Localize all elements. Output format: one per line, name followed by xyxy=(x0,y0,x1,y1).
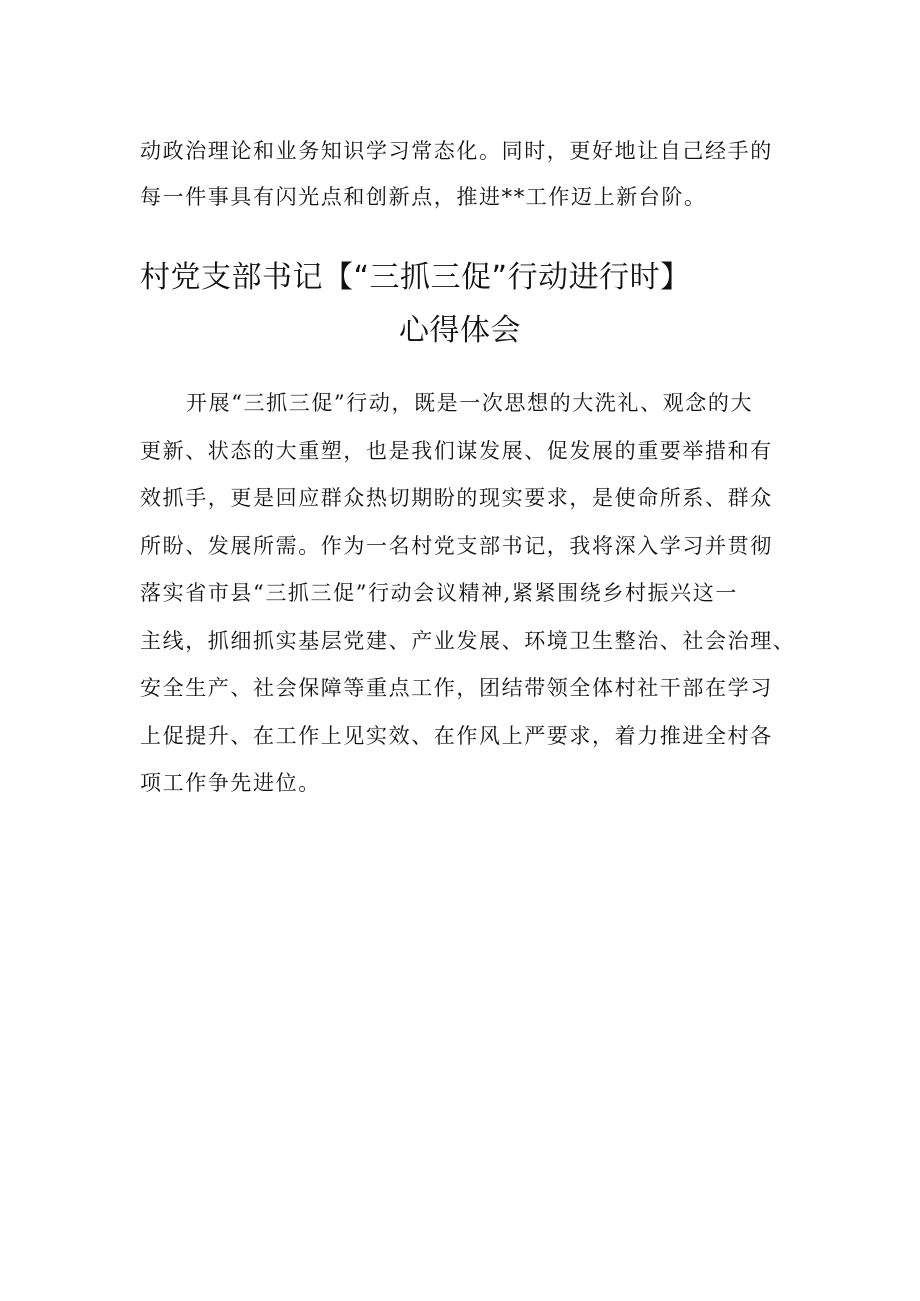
body-line-7: 安全生产、社会保障等重点工作，团结带领全体村社干部在学习 xyxy=(140,676,773,700)
body-line-2: 更新、状态的大重塑，也是我们谋发展、促发展的重要举措和有 xyxy=(140,439,773,463)
document-title-line-2: 心得体会 xyxy=(399,313,521,348)
body-line-3: 效抓手，更是回应群众热切期盼的现实要求，是使命所系、群众 xyxy=(140,486,773,510)
continuation-line-1: 动政治理论和业务知识学习常态化。同时，更好地让自己经手的 xyxy=(140,139,773,163)
continuation-line-2: 每一件事具有闪光点和创新点，推进**工作迈上新台阶。 xyxy=(140,185,707,209)
body-line-9: 项工作争先进位。 xyxy=(140,771,321,795)
body-line-5: 落实省市县“三抓三促”行动会议精神,紧紧围绕乡村振兴这一 xyxy=(140,581,738,605)
body-line-6: 主线，抓细抓实基层党建、产业发展、环境卫生整治、社会治理、 xyxy=(140,629,796,653)
body-line-8: 上促提升、在工作上见实效、在作风上严要求，着力推进全村各 xyxy=(140,724,773,748)
body-line-4: 所盼、发展所需。作为一名村党支部书记，我将深入学习并贯彻 xyxy=(140,534,773,558)
body-line-1: 开展“三抓三促”行动，既是一次思想的大洗礼、观念的大 xyxy=(186,391,754,415)
document-title-line-1: 村党支部书记【“三抓三促”行动进行时】 xyxy=(140,260,691,295)
